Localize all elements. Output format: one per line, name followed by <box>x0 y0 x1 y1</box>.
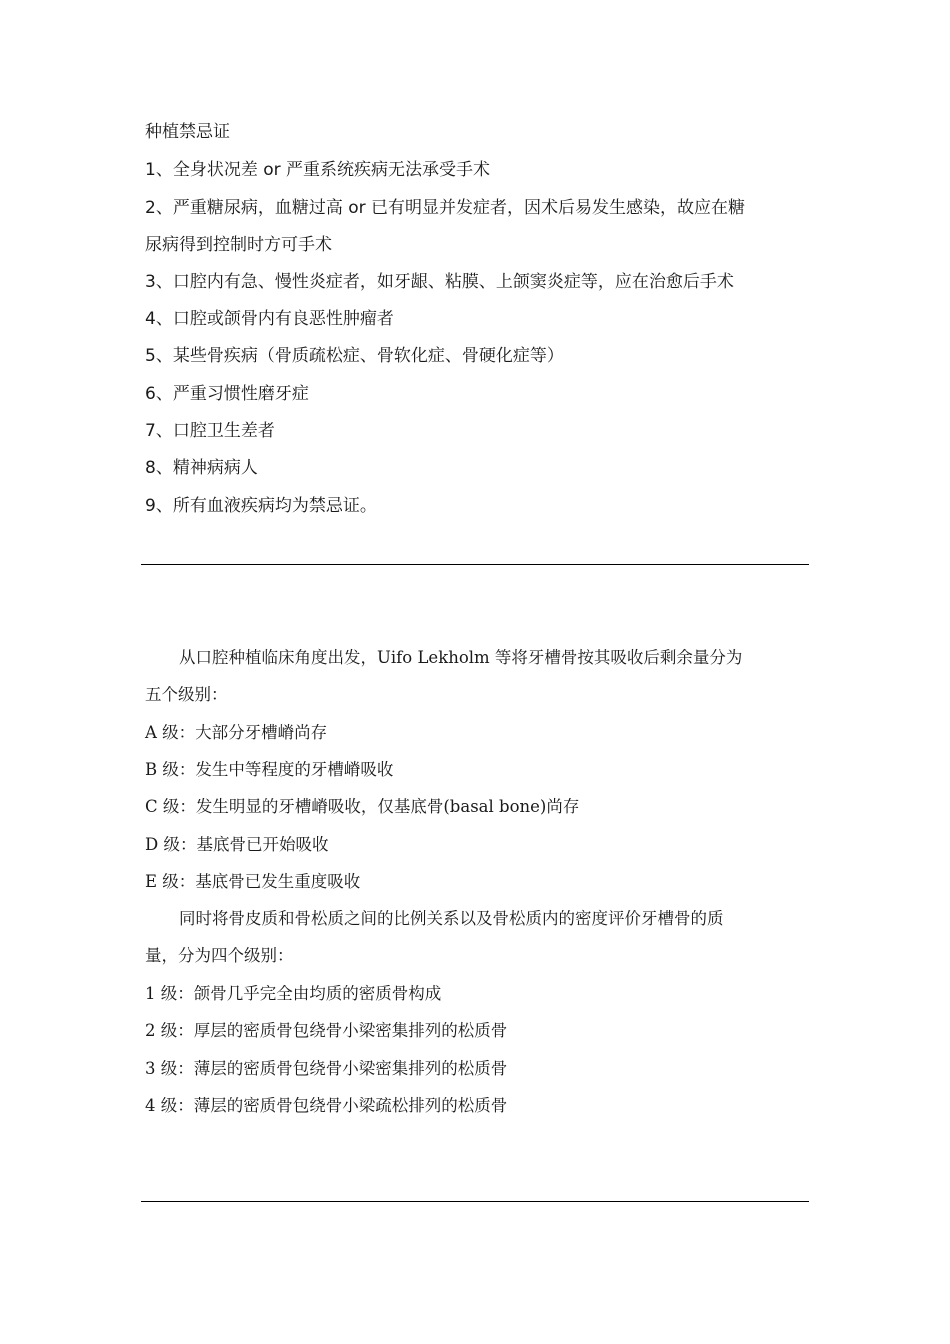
list-item: 8、精神病病人 <box>145 458 258 478</box>
list-item: 5、某些骨疾病（骨质疏松症、骨软化症、骨硬化症等） <box>145 346 564 366</box>
grade-item: C 级：发生明显的牙槽嵴吸收，仅基底骨(basal bone)尚存 <box>145 797 580 816</box>
list-item: 尿病得到控制时方可手术 <box>145 235 332 255</box>
section-title: 种植禁忌证 <box>145 122 230 142</box>
quality-grade-item: 2 级：厚层的密质骨包绕骨小梁密集排列的松质骨 <box>145 1021 508 1040</box>
list-item: 3、口腔内有急、慢性炎症者，如牙龈、粘膜、上颌窦炎症等，应在治愈后手术 <box>145 272 734 292</box>
paragraph-line: 同时将骨皮质和骨松质之间的比例关系以及骨松质内的密度评价牙槽骨的质 <box>179 909 724 928</box>
list-item: 6、严重习惯性磨牙症 <box>145 384 309 404</box>
list-item: 1、全身状况差 or 严重系统疾病无法承受手术 <box>145 160 491 180</box>
quality-grade-item: 3 级：薄层的密质骨包绕骨小梁密集排列的松质骨 <box>145 1059 508 1078</box>
list-item: 2、严重糖尿病，血糖过高 or 已有明显并发症者，因术后易发生感染，故应在糖 <box>145 198 746 218</box>
list-item: 4、口腔或颌骨内有良恶性肿瘤者 <box>145 309 394 329</box>
grade-item: D 级：基底骨已开始吸收 <box>145 835 329 854</box>
quality-grade-item: 4 级：薄层的密质骨包绕骨小梁疏松排列的松质骨 <box>145 1096 508 1115</box>
quality-grade-item: 1 级：颌骨几乎完全由均质的密质骨构成 <box>145 984 442 1003</box>
section-divider <box>141 1201 809 1202</box>
grade-item: E 级：基底骨已发生重度吸收 <box>145 872 361 891</box>
list-item: 7、口腔卫生差者 <box>145 421 275 441</box>
list-item: 9、所有血液疾病均为禁忌证。 <box>145 496 377 516</box>
section-divider <box>141 564 809 565</box>
paragraph-line: 五个级别： <box>145 685 228 704</box>
paragraph-line: 量，分为四个级别： <box>145 946 294 965</box>
grade-item: B 级：发生中等程度的牙槽嵴吸收 <box>145 760 394 779</box>
paragraph-line: 从口腔种植临床角度出发，Uifo Lekholm 等将牙槽骨按其吸收后剩余量分为 <box>179 648 743 667</box>
grade-item: A 级：大部分牙槽嵴尚存 <box>145 723 328 742</box>
